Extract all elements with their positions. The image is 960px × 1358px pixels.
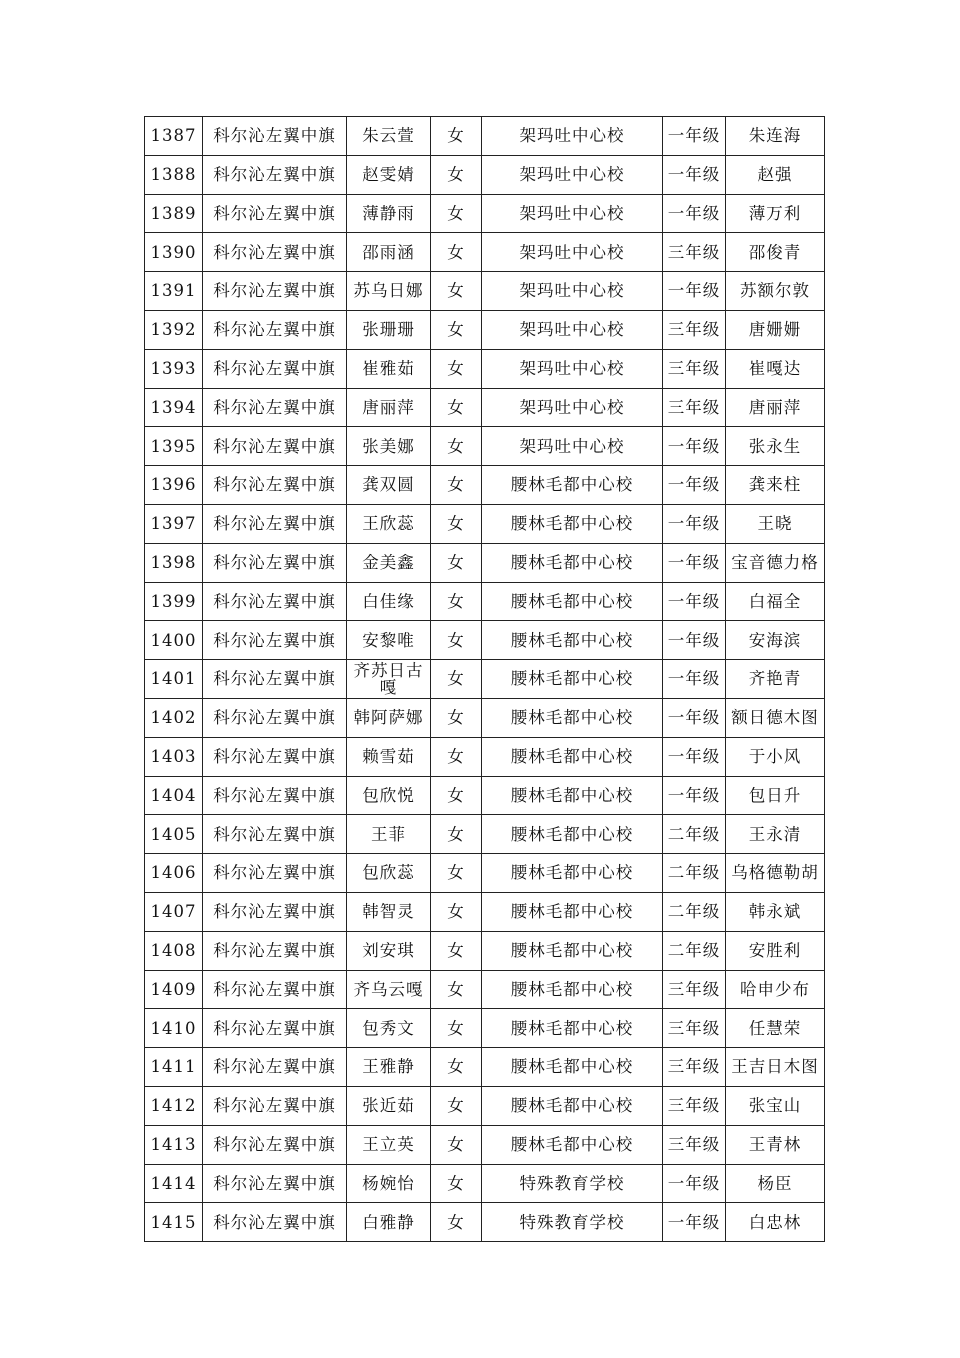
gender-cell: 女 [431, 504, 482, 543]
gender-cell: 女 [431, 466, 482, 505]
county-cell: 科尔沁左翼中旗 [203, 582, 347, 621]
county-cell: 科尔沁左翼中旗 [203, 1203, 347, 1242]
table-row [145, 272, 825, 311]
guardian-name-cell: 薄万利 [726, 194, 825, 233]
student-name-cell: 包欣悦 [347, 776, 431, 815]
guardian-name-cell: 崔嘎达 [726, 349, 825, 388]
school-cell: 架玛吐中心校 [482, 427, 663, 466]
student-name-cell: 王欣蕊 [347, 504, 431, 543]
table-row [145, 349, 825, 388]
row-number-cell: 1403 [145, 737, 203, 776]
table-row [145, 1203, 825, 1242]
grade-cell: 一年级 [663, 466, 726, 505]
school-cell: 腰林毛都中心校 [482, 621, 663, 660]
student-name-cell: 王雅静 [347, 1048, 431, 1087]
grade-cell: 一年级 [663, 504, 726, 543]
table-row [145, 466, 825, 505]
county-cell: 科尔沁左翼中旗 [203, 466, 347, 505]
gender-cell: 女 [431, 427, 482, 466]
guardian-name-cell: 赵强 [726, 155, 825, 194]
gender-cell: 女 [431, 1086, 482, 1125]
county-cell: 科尔沁左翼中旗 [203, 970, 347, 1009]
school-cell: 腰林毛都中心校 [482, 543, 663, 582]
guardian-name-cell: 宝音德力格 [726, 543, 825, 582]
row-number-cell: 1408 [145, 931, 203, 970]
row-number-cell: 1399 [145, 582, 203, 621]
gender-cell: 女 [431, 349, 482, 388]
guardian-name-cell: 额日德木图 [726, 698, 825, 737]
guardian-name-cell: 苏额尔敦 [726, 272, 825, 311]
student-name-cell: 王立英 [347, 1125, 431, 1164]
county-cell: 科尔沁左翼中旗 [203, 737, 347, 776]
row-number-cell: 1388 [145, 155, 203, 194]
gender-cell: 女 [431, 776, 482, 815]
gender-cell: 女 [431, 117, 482, 156]
student-name-cell: 包秀文 [347, 1009, 431, 1048]
school-cell: 架玛吐中心校 [482, 233, 663, 272]
student-name-cell: 唐丽萍 [347, 388, 431, 427]
county-cell: 科尔沁左翼中旗 [203, 854, 347, 893]
grade-cell: 一年级 [663, 698, 726, 737]
student-name-cell: 白佳缘 [347, 582, 431, 621]
row-number-cell: 1387 [145, 117, 203, 156]
guardian-name-cell: 唐丽萍 [726, 388, 825, 427]
student-name-cell: 白雅静 [347, 1203, 431, 1242]
student-name-cell: 金美鑫 [347, 543, 431, 582]
guardian-name-cell: 任慧荣 [726, 1009, 825, 1048]
county-cell: 科尔沁左翼中旗 [203, 543, 347, 582]
student-name-cell: 张美娜 [347, 427, 431, 466]
student-name-cell: 朱云萱 [347, 117, 431, 156]
student-name-cell: 赵雯婧 [347, 155, 431, 194]
grade-cell: 一年级 [663, 582, 726, 621]
county-cell: 科尔沁左翼中旗 [203, 892, 347, 931]
county-cell: 科尔沁左翼中旗 [203, 349, 347, 388]
gender-cell: 女 [431, 660, 482, 699]
guardian-name-cell: 朱连海 [726, 117, 825, 156]
gender-cell: 女 [431, 931, 482, 970]
row-number-cell: 1395 [145, 427, 203, 466]
row-number-cell: 1389 [145, 194, 203, 233]
county-cell: 科尔沁左翼中旗 [203, 155, 347, 194]
school-cell: 腰林毛都中心校 [482, 776, 663, 815]
grade-cell: 一年级 [663, 737, 726, 776]
gender-cell: 女 [431, 854, 482, 893]
guardian-name-cell: 龚来柱 [726, 466, 825, 505]
row-number-cell: 1398 [145, 543, 203, 582]
school-cell: 架玛吐中心校 [482, 272, 663, 311]
grade-cell: 一年级 [663, 117, 726, 156]
county-cell: 科尔沁左翼中旗 [203, 194, 347, 233]
gender-cell: 女 [431, 1125, 482, 1164]
guardian-name-cell: 白福全 [726, 582, 825, 621]
grade-cell: 三年级 [663, 310, 726, 349]
gender-cell: 女 [431, 272, 482, 311]
guardian-name-cell: 于小风 [726, 737, 825, 776]
student-name-cell: 张珊珊 [347, 310, 431, 349]
table-row [145, 310, 825, 349]
county-cell: 科尔沁左翼中旗 [203, 1125, 347, 1164]
row-number-cell: 1393 [145, 349, 203, 388]
school-cell: 特殊教育学校 [482, 1164, 663, 1203]
table-row [145, 1009, 825, 1048]
county-cell: 科尔沁左翼中旗 [203, 504, 347, 543]
grade-cell: 一年级 [663, 155, 726, 194]
school-cell: 特殊教育学校 [482, 1203, 663, 1242]
table-row [145, 776, 825, 815]
row-number-cell: 1410 [145, 1009, 203, 1048]
table-row [145, 1048, 825, 1087]
table-row [145, 970, 825, 1009]
grade-cell: 三年级 [663, 388, 726, 427]
student-name-cell: 刘安琪 [347, 931, 431, 970]
row-number-cell: 1409 [145, 970, 203, 1009]
school-cell: 架玛吐中心校 [482, 310, 663, 349]
table-row [145, 427, 825, 466]
guardian-name-cell: 王青林 [726, 1125, 825, 1164]
table-row [145, 543, 825, 582]
student-name-cell: 崔雅茹 [347, 349, 431, 388]
student-name-cell: 龚双圆 [347, 466, 431, 505]
row-number-cell: 1407 [145, 892, 203, 931]
grade-cell: 一年级 [663, 1164, 726, 1203]
student-name-cell: 苏乌日娜 [347, 272, 431, 311]
table-row [145, 892, 825, 931]
student-name-cell: 杨婉怡 [347, 1164, 431, 1203]
school-cell: 腰林毛都中心校 [482, 582, 663, 621]
gender-cell: 女 [431, 194, 482, 233]
table-row [145, 1164, 825, 1203]
guardian-name-cell: 张永生 [726, 427, 825, 466]
table-row [145, 233, 825, 272]
row-number-cell: 1415 [145, 1203, 203, 1242]
table-row [145, 388, 825, 427]
table-row [145, 155, 825, 194]
row-number-cell: 1404 [145, 776, 203, 815]
county-cell: 科尔沁左翼中旗 [203, 310, 347, 349]
county-cell: 科尔沁左翼中旗 [203, 621, 347, 660]
student-name-cell: 王菲 [347, 815, 431, 854]
county-cell: 科尔沁左翼中旗 [203, 233, 347, 272]
school-cell: 架玛吐中心校 [482, 349, 663, 388]
school-cell: 架玛吐中心校 [482, 194, 663, 233]
guardian-name-cell: 邵俊青 [726, 233, 825, 272]
gender-cell: 女 [431, 310, 482, 349]
county-cell: 科尔沁左翼中旗 [203, 1086, 347, 1125]
row-number-cell: 1392 [145, 310, 203, 349]
school-cell: 腰林毛都中心校 [482, 660, 663, 699]
row-number-cell: 1413 [145, 1125, 203, 1164]
student-name-cell: 张近茹 [347, 1086, 431, 1125]
gender-cell: 女 [431, 543, 482, 582]
gender-cell: 女 [431, 1009, 482, 1048]
grade-cell: 一年级 [663, 194, 726, 233]
county-cell: 科尔沁左翼中旗 [203, 1048, 347, 1087]
grade-cell: 一年级 [663, 427, 726, 466]
school-cell: 腰林毛都中心校 [482, 931, 663, 970]
grade-cell: 一年级 [663, 272, 726, 311]
table-row [145, 737, 825, 776]
grade-cell: 一年级 [663, 776, 726, 815]
county-cell: 科尔沁左翼中旗 [203, 117, 347, 156]
grade-cell: 三年级 [663, 1048, 726, 1087]
table-row [145, 931, 825, 970]
student-name-cell: 安黎唯 [347, 621, 431, 660]
school-cell: 腰林毛都中心校 [482, 737, 663, 776]
guardian-name-cell: 安海滨 [726, 621, 825, 660]
grade-cell: 一年级 [663, 621, 726, 660]
gender-cell: 女 [431, 698, 482, 737]
school-cell: 架玛吐中心校 [482, 155, 663, 194]
table-row [145, 815, 825, 854]
county-cell: 科尔沁左翼中旗 [203, 931, 347, 970]
row-number-cell: 1394 [145, 388, 203, 427]
row-number-cell: 1412 [145, 1086, 203, 1125]
roster-body [145, 117, 825, 1242]
county-cell: 科尔沁左翼中旗 [203, 272, 347, 311]
county-cell: 科尔沁左翼中旗 [203, 1164, 347, 1203]
guardian-name-cell: 哈申少布 [726, 970, 825, 1009]
guardian-name-cell: 唐姗姗 [726, 310, 825, 349]
gender-cell: 女 [431, 388, 482, 427]
guardian-name-cell: 白忠林 [726, 1203, 825, 1242]
student-name-cell: 齐乌云嘎 [347, 970, 431, 1009]
table-row [145, 621, 825, 660]
grade-cell: 三年级 [663, 970, 726, 1009]
guardian-name-cell: 韩永斌 [726, 892, 825, 931]
gender-cell: 女 [431, 582, 482, 621]
row-number-cell: 1401 [145, 660, 203, 699]
grade-cell: 一年级 [663, 660, 726, 699]
table-row [145, 1125, 825, 1164]
gender-cell: 女 [431, 970, 482, 1009]
guardian-name-cell: 乌格德勒胡 [726, 854, 825, 893]
grade-cell: 三年级 [663, 233, 726, 272]
school-cell: 腰林毛都中心校 [482, 892, 663, 931]
school-cell: 腰林毛都中心校 [482, 815, 663, 854]
row-number-cell: 1405 [145, 815, 203, 854]
school-cell: 腰林毛都中心校 [482, 854, 663, 893]
table-row [145, 660, 825, 699]
county-cell: 科尔沁左翼中旗 [203, 1009, 347, 1048]
gender-cell: 女 [431, 1203, 482, 1242]
county-cell: 科尔沁左翼中旗 [203, 660, 347, 699]
school-cell: 架玛吐中心校 [482, 388, 663, 427]
student-name-cell: 韩智灵 [347, 892, 431, 931]
school-cell: 腰林毛都中心校 [482, 1086, 663, 1125]
row-number-cell: 1390 [145, 233, 203, 272]
grade-cell: 二年级 [663, 815, 726, 854]
grade-cell: 二年级 [663, 854, 726, 893]
row-number-cell: 1391 [145, 272, 203, 311]
gender-cell: 女 [431, 815, 482, 854]
grade-cell: 二年级 [663, 931, 726, 970]
county-cell: 科尔沁左翼中旗 [203, 815, 347, 854]
guardian-name-cell: 齐艳青 [726, 660, 825, 699]
school-cell: 腰林毛都中心校 [482, 1048, 663, 1087]
gender-cell: 女 [431, 737, 482, 776]
guardian-name-cell: 王晓 [726, 504, 825, 543]
guardian-name-cell: 张宝山 [726, 1086, 825, 1125]
gender-cell: 女 [431, 1048, 482, 1087]
table-row [145, 504, 825, 543]
student-name-cell: 邵雨涵 [347, 233, 431, 272]
student-name-cell: 薄静雨 [347, 194, 431, 233]
guardian-name-cell: 王永清 [726, 815, 825, 854]
row-number-cell: 1396 [145, 466, 203, 505]
county-cell: 科尔沁左翼中旗 [203, 698, 347, 737]
school-cell: 腰林毛都中心校 [482, 466, 663, 505]
row-number-cell: 1406 [145, 854, 203, 893]
row-number-cell: 1400 [145, 621, 203, 660]
county-cell: 科尔沁左翼中旗 [203, 388, 347, 427]
row-number-cell: 1402 [145, 698, 203, 737]
guardian-name-cell: 王吉日木图 [726, 1048, 825, 1087]
school-cell: 架玛吐中心校 [482, 117, 663, 156]
row-number-cell: 1414 [145, 1164, 203, 1203]
guardian-name-cell: 安胜利 [726, 931, 825, 970]
guardian-name-cell: 杨臣 [726, 1164, 825, 1203]
school-cell: 腰林毛都中心校 [482, 504, 663, 543]
table-row [145, 582, 825, 621]
gender-cell: 女 [431, 892, 482, 931]
county-cell: 科尔沁左翼中旗 [203, 427, 347, 466]
school-cell: 腰林毛都中心校 [482, 698, 663, 737]
grade-cell: 一年级 [663, 543, 726, 582]
school-cell: 腰林毛都中心校 [482, 1009, 663, 1048]
gender-cell: 女 [431, 155, 482, 194]
table-row [145, 1086, 825, 1125]
grade-cell: 三年级 [663, 349, 726, 388]
grade-cell: 一年级 [663, 1203, 726, 1242]
county-cell: 科尔沁左翼中旗 [203, 776, 347, 815]
student-roster-table [144, 116, 825, 1242]
grade-cell: 三年级 [663, 1009, 726, 1048]
table-row [145, 854, 825, 893]
student-name-cell: 包欣蕊 [347, 854, 431, 893]
grade-cell: 三年级 [663, 1125, 726, 1164]
row-number-cell: 1411 [145, 1048, 203, 1087]
grade-cell: 二年级 [663, 892, 726, 931]
student-name-cell: 韩阿萨娜 [347, 698, 431, 737]
student-name-cell: 赖雪茹 [347, 737, 431, 776]
gender-cell: 女 [431, 621, 482, 660]
table-row [145, 117, 825, 156]
gender-cell: 女 [431, 233, 482, 272]
guardian-name-cell: 包日升 [726, 776, 825, 815]
table-row [145, 194, 825, 233]
student-name-cell: 齐苏日古嘎 [347, 660, 431, 699]
school-cell: 腰林毛都中心校 [482, 970, 663, 1009]
gender-cell: 女 [431, 1164, 482, 1203]
school-cell: 腰林毛都中心校 [482, 1125, 663, 1164]
row-number-cell: 1397 [145, 504, 203, 543]
table-row [145, 698, 825, 737]
grade-cell: 三年级 [663, 1086, 726, 1125]
